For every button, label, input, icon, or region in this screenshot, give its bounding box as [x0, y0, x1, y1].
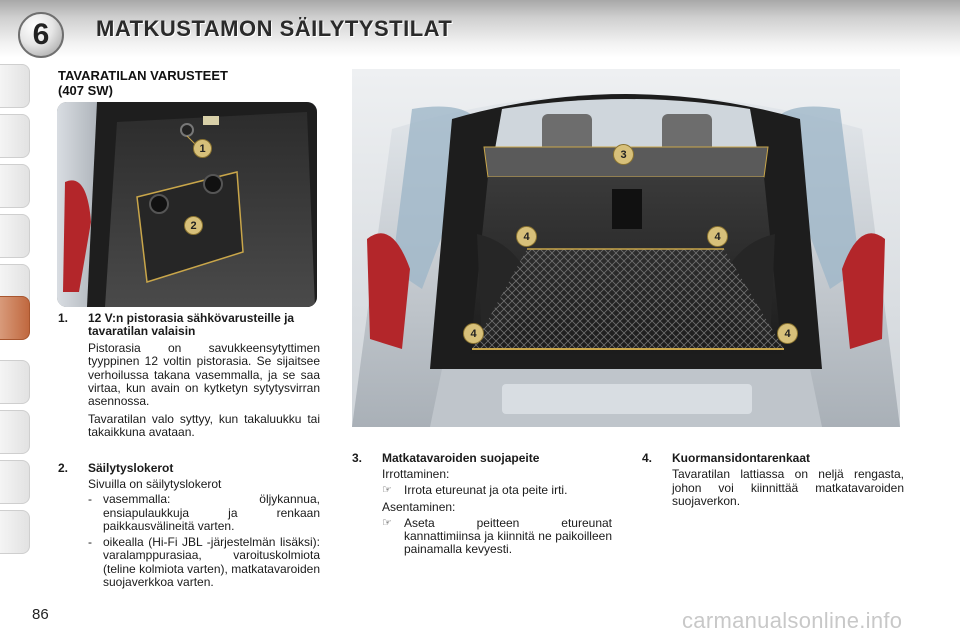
spacer: [58, 440, 320, 462]
item-2-list-item: [88, 493, 320, 533]
section-title-line1: TAVARATILAN VARUSTEET: [58, 68, 228, 83]
chapter-tabs: [0, 60, 34, 580]
item-3-remove-label: Irrottaminen:: [382, 467, 450, 482]
column-right: [642, 452, 904, 509]
item-4-heading: [642, 452, 904, 465]
item-4-paragraph: Tavaratilan lattiassa on neljä rengasta, johon voi kiinnittää matkatavaroiden suojaverkon.: [672, 467, 904, 509]
chapter-tab[interactable]: [0, 214, 30, 258]
item-3-remove-step-text: Irrota etureunat ja ota peite irti.: [404, 482, 568, 497]
chapter-number-badge: 6: [18, 12, 64, 58]
item-1-title: 12 V:n pistorasia sähkövarusteille ja tavaratilan valaisin: [88, 311, 295, 339]
item-1-paragraph-1: Pistorasia on savukkeensytyttimen tyyppinen 12 voltin pistorasia. Se sijaitsee verhoilussa takana vasemmalla, ja se saa virtaa, kun avain on kytketyn sytytysvirran asennossa.: [88, 340, 320, 409]
item-3-install-label: Asentaminen:: [382, 500, 456, 515]
column-middle: [352, 452, 612, 557]
item-3-number: 3.: [352, 451, 363, 465]
pointing-hand-icon: ☞: [382, 483, 392, 496]
chapter-tab-active[interactable]: [0, 296, 30, 340]
item-4-number: 4.: [642, 451, 653, 465]
item-2-intro: Sivuilla on säilytyslokerot: [88, 477, 222, 492]
chapter-tab[interactable]: [0, 360, 30, 404]
pointing-hand-icon: ☞: [382, 516, 392, 529]
item-2-list-item: [88, 536, 320, 590]
item-4-title: Kuormansidontarenkaat: [672, 451, 811, 465]
section-title: [58, 68, 318, 98]
callout-4-rear-left: 4: [516, 226, 537, 247]
item-3-heading: [352, 452, 612, 465]
column-left: [58, 312, 320, 589]
item-3-install-step-text: Aseta peitteen etureunat kannattimiinsa ja kiinnitä ne paikoilleen painamalla kevyesti.: [404, 515, 612, 557]
chapter-tab[interactable]: [0, 460, 30, 504]
callout-3: 3: [613, 144, 634, 165]
callout-4-rear-right: 4: [707, 226, 728, 247]
item-2-title: Säilytyslokerot: [88, 460, 174, 475]
chapter-tab[interactable]: [0, 114, 30, 158]
trunk-side-panel-illustration: [57, 102, 317, 307]
item-1-number: 1.: [58, 311, 69, 325]
watermark: carmanualsonline.info: [682, 608, 903, 633]
item-3-title: Matkatavaroiden suojapeite: [382, 451, 540, 465]
chapter-title: MATKUSTAMON SÄILYTYSTILAT: [96, 16, 453, 41]
open-trunk-photo: [352, 69, 900, 427]
callout-4-front-left: 4: [463, 323, 484, 344]
chapter-tab[interactable]: [0, 410, 30, 454]
item-2-number: 2.: [58, 460, 69, 475]
chapter-tab[interactable]: [0, 164, 30, 208]
section-title-line2: (407 SW): [58, 83, 113, 98]
callout-2: 2: [184, 216, 203, 235]
trunk-side-panel-photo: [57, 102, 317, 307]
chapter-tab[interactable]: [0, 510, 30, 554]
callout-4-front-right: 4: [777, 323, 798, 344]
item-2-left-side-text: vasemmalla: öljykannua, ensiapulaukkuja ja renkaan paikkausvälineitä varten.: [103, 492, 320, 534]
item-2-heading: [58, 462, 320, 475]
item-3-install-step: [382, 517, 612, 557]
open-trunk-illustration: [352, 69, 900, 427]
dash-marker: -: [88, 492, 92, 507]
callout-1: 1: [193, 139, 212, 158]
item-3-remove-step: [382, 484, 612, 497]
item-1-heading: [58, 312, 320, 339]
dash-marker: -: [88, 534, 92, 549]
chapter-tab[interactable]: [0, 64, 30, 108]
item-1-paragraph-2: Tavaratilan valo syttyy, kun takaluukku tai takaikkuna avataan.: [88, 411, 320, 440]
page-number: 86: [32, 606, 49, 623]
item-2-right-side-text: oikealla (Hi-Fi JBL -järjestelmän lisäksi): varalamppurasiaa, varoituskolmiota (teline kolmiota varten), matkatavaroiden suojaverkkoa varten.: [103, 534, 320, 589]
